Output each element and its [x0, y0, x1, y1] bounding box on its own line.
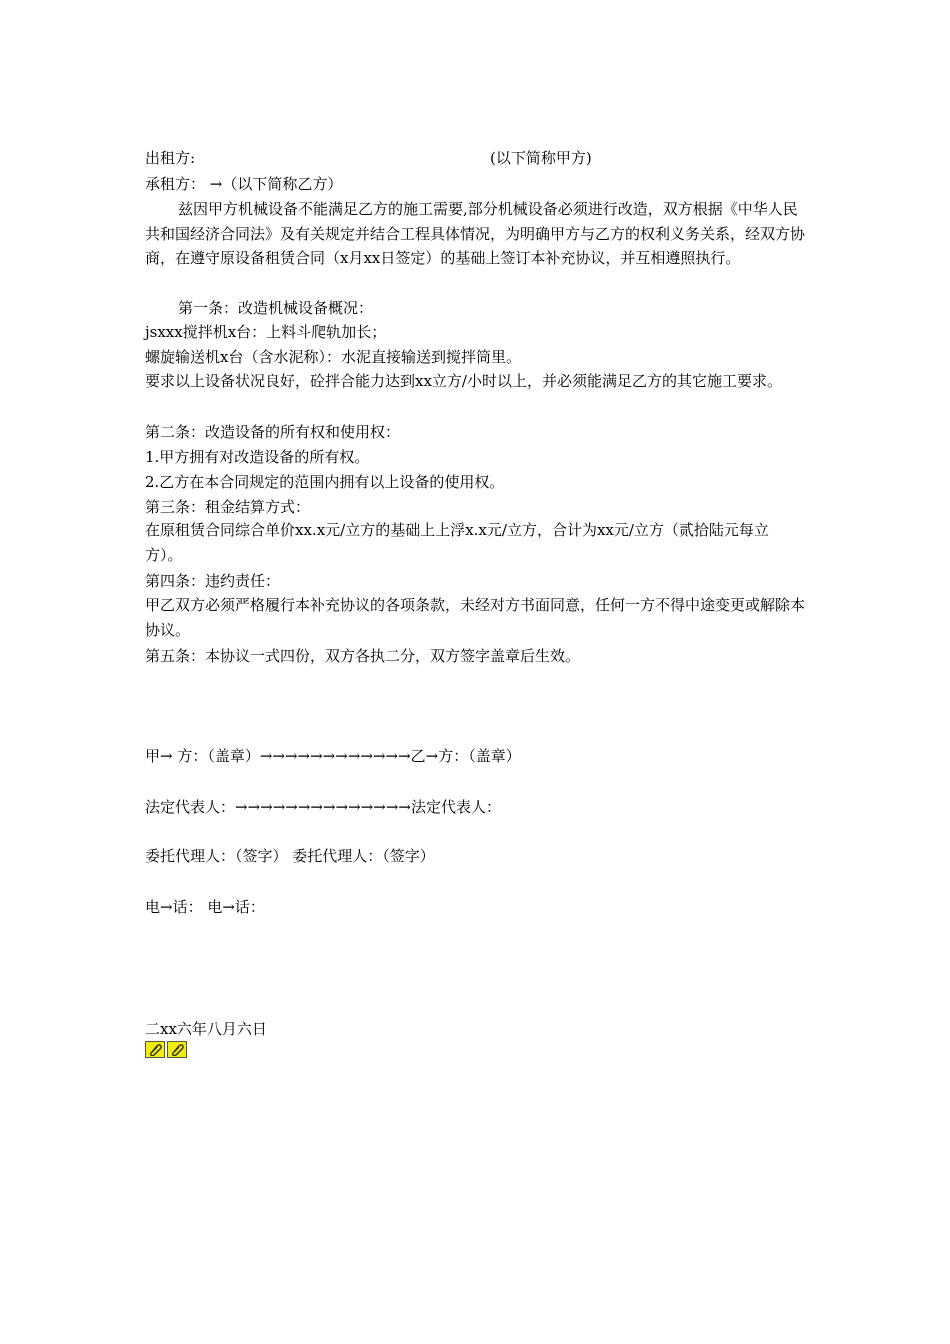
article-5: 第五条：本协议一式四份，双方各执二分，双方签字盖章后生效。	[145, 647, 581, 665]
article-2-item-2: 2.乙方在本合同规定的范围内拥有以上设备的使用权。	[145, 473, 505, 491]
lessee-line: 承租方： →（以下简称乙方）	[145, 175, 343, 193]
attachment-icons	[145, 1041, 189, 1058]
intro-paragraph: 兹因甲方机械设备不能满足乙方的施工需要,部分机械设备必须进行改造，双方根据《中华人民共和国经济合同法》及有关规定并结合工程具体情况，为明确甲方与乙方的权利义务关系，经双方协商，在遵守原设备租赁合同（x月xx日签定）的基础上签订本补充协议，并互相遵照执行。	[145, 200, 806, 267]
signature-rep-line: 法定代表人：→→→→→→→→→→→→→→法定代表人：	[145, 798, 501, 816]
article-4-title: 第四条：违约责任：	[145, 572, 281, 590]
signature-party-line: 甲→ 方：（盖章）→→→→→→→→→→→→乙→方：（盖章）	[145, 747, 521, 765]
lessor-line	[145, 148, 592, 168]
attachment-icon[interactable]	[167, 1041, 187, 1058]
signature-phone-line: 电→话： 电→话：	[145, 898, 265, 916]
lessor-suffix: (以下简称甲方)	[490, 149, 592, 167]
article-3-body: 在原租赁合同综合单价xx.x元/立方的基础上上浮x.x元/立方，合计为xx元/立方（贰拾陆元每立方）。	[145, 521, 769, 564]
article-1-requirement: 要求以上设备状况良好，砼拌合能力达到xx立方/小时以上，并必须能满足乙方的其它施工要求。	[145, 372, 782, 390]
article-1-title: 第一条：改造机械设备概况：	[178, 299, 374, 317]
article-2-item-1: 1.甲方拥有对改造设备的所有权。	[145, 448, 370, 466]
article-1-item-1: jsxxx搅拌机x台：上料斗爬轨加长；	[145, 323, 387, 341]
attachment-icon[interactable]	[145, 1041, 165, 1058]
article-2-title: 第二条：改造设备的所有权和使用权：	[145, 423, 401, 441]
lessor-label: 出租方:	[145, 149, 196, 167]
article-4-body: 甲乙双方必须严格履行本补充协议的各项条款，未经对方书面同意，任何一方不得中途变更或解除本协议。	[145, 596, 806, 639]
document-date: 二xx六年八月六日	[145, 1020, 267, 1038]
article-1-item-2: 螺旋输送机x台（含水泥称）：水泥直接输送到搅拌筒里。	[145, 348, 521, 366]
article-3-title: 第三条：租金结算方式：	[145, 498, 311, 516]
signature-agent-line: 委托代理人：（签字） 委托代理人：（签字）	[145, 847, 435, 865]
